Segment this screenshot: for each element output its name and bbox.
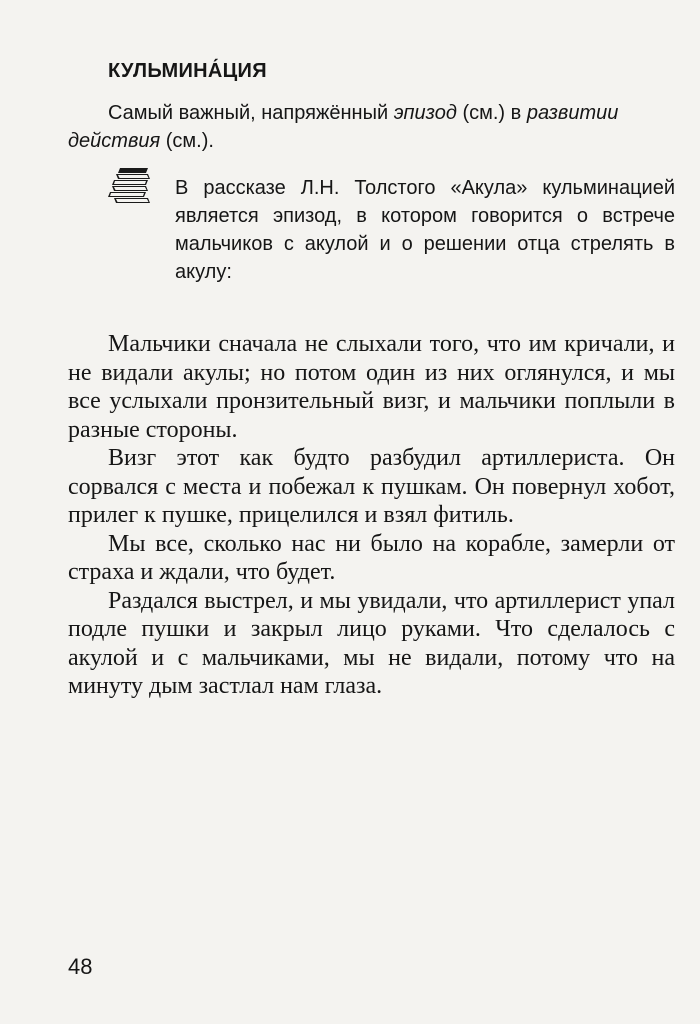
- crossref-plot-development: развитии действия: [68, 102, 619, 152]
- term-definition: [68, 99, 673, 155]
- quote-paragraph: Визг этот как будто разбудил артиллериста. Он сорвался с места и побежал к пушкам. Он повернул хобот, прилег к пушке, прицелился и взял фитиль.: [68, 445, 675, 528]
- quote-block: [68, 330, 675, 701]
- books-icon: [108, 168, 154, 206]
- example-intro: В рассказе Л.Н. Толстого «Акула» кульминацией является эпизод, в котором говорится о встрече мальчиков с акулой и о решении отца стрелять в акулу:: [175, 177, 675, 283]
- definition-text-3: (см.).: [160, 130, 214, 152]
- crossref-episode: эпизод: [393, 102, 457, 124]
- definition-text-1: Самый важный, напряжённый: [108, 102, 394, 124]
- quote-paragraph: Мальчики сначала не слыхали того, что им кричали, и не видали акулы; но потом один из них оглянулся, и мы все услыхали пронзительный визг, и мальчики поплыли в разные стороны.: [68, 331, 675, 443]
- page-number: 48: [68, 954, 93, 979]
- quote-paragraph: Раздался выстрел, и мы увидали, что артиллерист упал подле пушки и закрыл лицо руками. Что сделалось с акулой и с мальчиками, мы не видали, потому что на минуту дым застлал нам глаза.: [68, 587, 675, 699]
- definition-text-2: (см.) в: [456, 102, 527, 124]
- quote-paragraph: Мы все, сколько нас ни было на корабле, замерли от страха и ждали, что будет.: [68, 530, 675, 585]
- term-heading: КУЛЬМИНА́ЦИЯ: [108, 60, 267, 82]
